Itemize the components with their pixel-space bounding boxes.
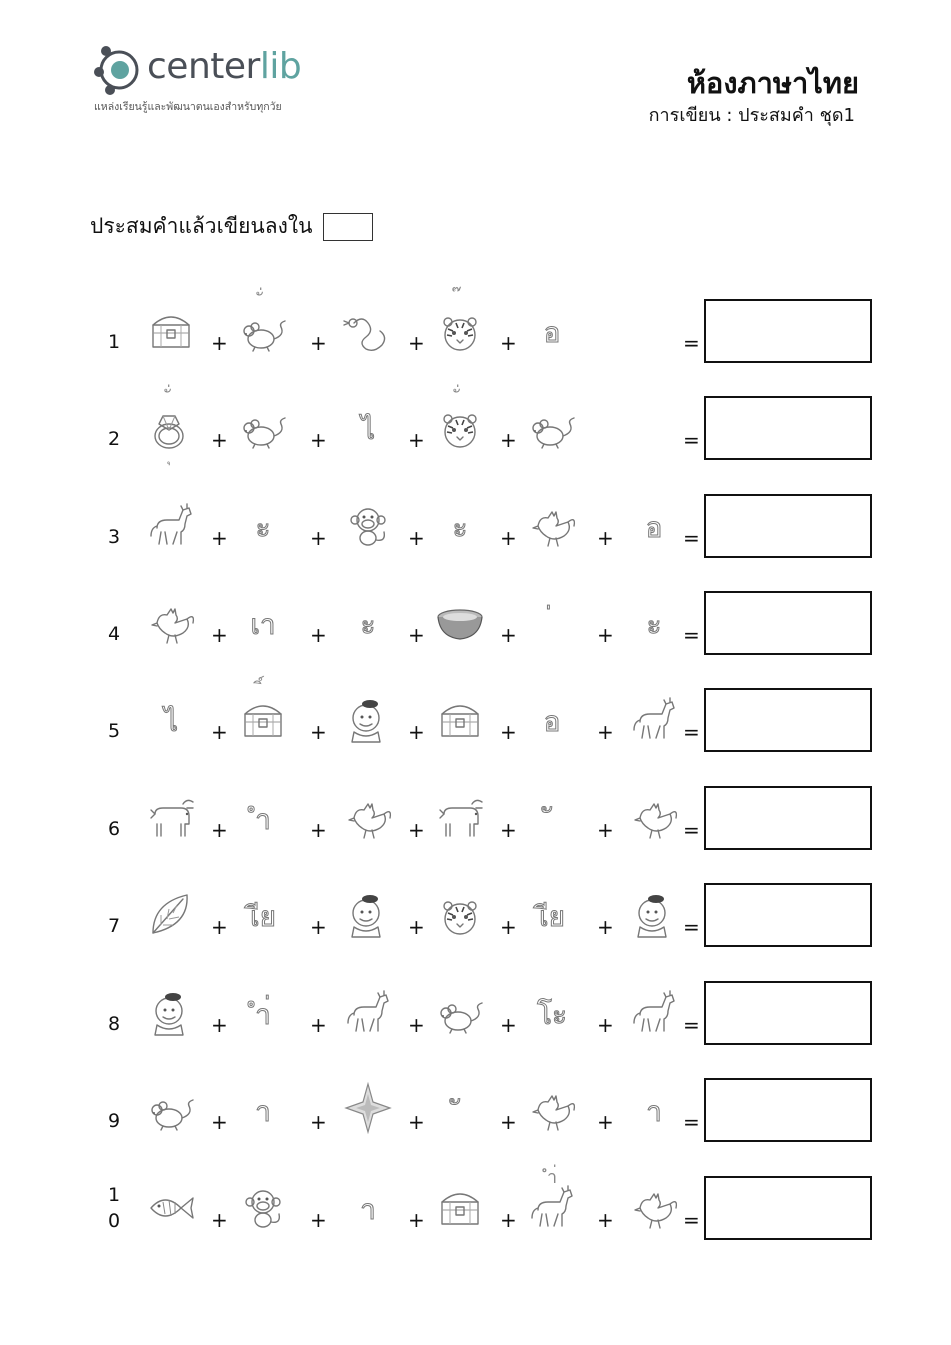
equals-operator: =	[683, 720, 700, 744]
mouse-icon	[235, 398, 291, 458]
plus-operator: +	[211, 526, 228, 550]
plus-operator: +	[500, 915, 517, 939]
plus-operator: +	[500, 623, 517, 647]
plus-operator: +	[310, 818, 327, 842]
plus-operator: +	[500, 720, 517, 744]
plus-operator: +	[597, 1208, 614, 1232]
thai-glyph: า	[360, 1193, 376, 1226]
tone-mark	[235, 674, 291, 703]
plus-operator: +	[500, 1208, 517, 1232]
plus-operator: +	[408, 526, 425, 550]
thai-glyph: อ	[543, 705, 561, 738]
plus-operator: +	[211, 623, 228, 647]
answer-box[interactable]	[704, 786, 872, 850]
logo-text-center: center	[147, 46, 260, 87]
logo-tagline: แหล่งเรียนรู้และพัฒนาตนเองสำหรับทุกวัย	[94, 101, 282, 113]
exercise-row	[0, 881, 951, 971]
plus-operator: +	[211, 1208, 228, 1232]
instruction-text: ประสมคำแล้วเขียนลงใน	[90, 214, 313, 238]
equals-operator: =	[683, 915, 700, 939]
answer-box[interactable]	[704, 591, 872, 655]
plus-operator: +	[211, 428, 228, 452]
plus-operator: +	[408, 720, 425, 744]
rooster-icon	[143, 593, 199, 653]
thai-glyph: ไ	[360, 413, 376, 446]
answer-box[interactable]	[704, 981, 872, 1045]
treasure-chest-icon	[432, 690, 488, 750]
thai-glyph: ะ	[360, 608, 376, 641]
exercise-row	[0, 686, 951, 776]
plus-operator: +	[500, 428, 517, 452]
exercise-row	[0, 492, 951, 582]
plus-operator: +	[408, 428, 425, 452]
thai-glyph: เีย	[539, 900, 565, 933]
logo-text-lib: lib	[259, 46, 302, 87]
equals-operator: =	[683, 1208, 700, 1232]
plus-operator: +	[310, 526, 327, 550]
row-number: 2	[108, 428, 121, 450]
thai-glyph: อ	[543, 316, 561, 349]
thai-glyph: ะ	[646, 608, 662, 641]
answer-box[interactable]	[704, 688, 872, 752]
equals-operator: =	[683, 818, 700, 842]
bowl-icon	[432, 593, 488, 653]
tone-mark	[143, 382, 199, 411]
plus-operator: +	[408, 915, 425, 939]
row-number: 6	[108, 818, 121, 840]
rooster-icon	[524, 496, 580, 556]
tone-mark: ำ่	[546, 1167, 558, 1188]
exercise-row	[0, 1167, 951, 1264]
equals-operator: =	[683, 623, 700, 647]
centerlib-logo	[92, 40, 352, 120]
plus-operator: +	[310, 720, 327, 744]
plus-operator: +	[500, 1013, 517, 1037]
equals-operator: =	[683, 428, 700, 452]
plus-operator: +	[597, 623, 614, 647]
plus-operator: +	[211, 1013, 228, 1037]
plus-operator: +	[310, 915, 327, 939]
plus-operator: +	[310, 331, 327, 355]
thai-glyph	[524, 798, 580, 842]
mouse-icon	[432, 983, 488, 1043]
plus-operator: +	[408, 1208, 425, 1232]
plus-operator: +	[211, 818, 228, 842]
old-man-icon	[143, 983, 199, 1043]
plus-operator: +	[211, 331, 228, 355]
ox-icon	[432, 788, 488, 848]
rooster-icon	[524, 1080, 580, 1140]
plus-operator: +	[597, 915, 614, 939]
plus-operator: +	[211, 720, 228, 744]
rooster-icon	[626, 1178, 682, 1238]
plus-operator: +	[597, 818, 614, 842]
horse-icon	[626, 983, 682, 1043]
page-subtitle: การเขียน : ประสมคำ ชุด1	[648, 105, 855, 126]
thai-glyph	[524, 603, 580, 647]
plus-operator: +	[408, 1110, 425, 1134]
rooster-icon	[626, 788, 682, 848]
mouse-icon	[143, 1080, 199, 1140]
plus-operator: +	[408, 331, 425, 355]
monkey-icon	[235, 1178, 291, 1238]
thai-glyph: เีย	[250, 900, 276, 933]
plus-operator: +	[500, 818, 517, 842]
row-number: 4	[108, 623, 121, 645]
centerlib-logo-icon	[92, 42, 146, 96]
plus-operator: +	[597, 1110, 614, 1134]
answer-box[interactable]	[704, 396, 872, 460]
tone-mark	[235, 285, 291, 314]
row-number: 8	[108, 1013, 121, 1035]
thai-glyph	[432, 1090, 488, 1134]
plus-operator: +	[597, 1013, 614, 1037]
thai-glyph: ำ่	[255, 998, 271, 1031]
thai-glyph: เา	[250, 608, 276, 641]
thai-glyph: อ	[645, 511, 663, 544]
tiger-icon	[432, 885, 488, 945]
exercise-row	[0, 394, 951, 484]
answer-box[interactable]	[704, 883, 872, 947]
exercise-row	[0, 297, 951, 387]
thai-glyph: า	[255, 1095, 271, 1128]
fish-icon	[143, 1178, 199, 1238]
plus-operator: +	[310, 1110, 327, 1134]
plus-operator: +	[597, 526, 614, 550]
answer-box[interactable]	[704, 1176, 872, 1240]
old-man-icon	[340, 885, 396, 945]
thai-glyph: ำ	[255, 803, 271, 836]
exercise-row	[0, 1076, 951, 1166]
equals-operator: =	[683, 526, 700, 550]
row-number: 1	[108, 331, 121, 353]
horse-icon	[626, 690, 682, 750]
plus-operator: +	[310, 428, 327, 452]
plus-operator: +	[408, 1013, 425, 1037]
answer-box[interactable]	[704, 299, 872, 363]
plus-operator: +	[310, 1208, 327, 1232]
row-number: 7	[108, 915, 121, 937]
treasure-chest-icon	[432, 1178, 488, 1238]
instruction	[90, 210, 373, 243]
exercise-row	[0, 979, 951, 1069]
answer-box[interactable]	[704, 1078, 872, 1142]
old-man-icon	[626, 885, 682, 945]
instruction-box-sample	[323, 213, 373, 241]
tone-mark	[432, 382, 488, 411]
equals-operator: =	[683, 1013, 700, 1037]
tone-mark	[432, 285, 488, 314]
answer-box[interactable]	[704, 494, 872, 558]
plus-operator: +	[310, 623, 327, 647]
leaf-icon	[143, 885, 199, 945]
exercise-row	[0, 589, 951, 679]
row-number: 9	[108, 1110, 121, 1132]
plus-operator: +	[500, 526, 517, 550]
thai-glyph: ไ	[163, 705, 179, 738]
star-flower-icon	[340, 1080, 396, 1140]
horse-icon	[143, 496, 199, 556]
below-vowel-mark	[143, 444, 199, 469]
ox-icon	[143, 788, 199, 848]
plus-operator: +	[211, 915, 228, 939]
equals-operator: =	[683, 1110, 700, 1134]
logo-wordmark	[147, 46, 301, 87]
horse-icon	[340, 983, 396, 1043]
plus-operator: +	[310, 1013, 327, 1037]
mouse-icon	[524, 398, 580, 458]
plus-operator: +	[408, 818, 425, 842]
monkey-icon	[340, 496, 396, 556]
rooster-icon	[340, 788, 396, 848]
equals-operator: =	[683, 331, 700, 355]
thai-glyph: ะ	[255, 511, 271, 544]
row-number: 3	[108, 526, 121, 548]
plus-operator: +	[597, 720, 614, 744]
row-number: 5	[108, 720, 121, 742]
plus-operator: +	[211, 1110, 228, 1134]
thai-glyph: โะ	[536, 998, 568, 1031]
row-number: 1 0	[108, 1184, 121, 1232]
snake-icon	[340, 301, 396, 361]
plus-operator: +	[408, 623, 425, 647]
plus-operator: +	[500, 1110, 517, 1134]
thai-glyph: า	[646, 1095, 662, 1128]
treasure-chest-icon	[143, 301, 199, 361]
page-title: ห้องภาษาไทย	[686, 66, 859, 100]
old-man-icon	[340, 690, 396, 750]
plus-operator: +	[500, 331, 517, 355]
thai-glyph: ะ	[452, 511, 468, 544]
exercise-row	[0, 784, 951, 874]
